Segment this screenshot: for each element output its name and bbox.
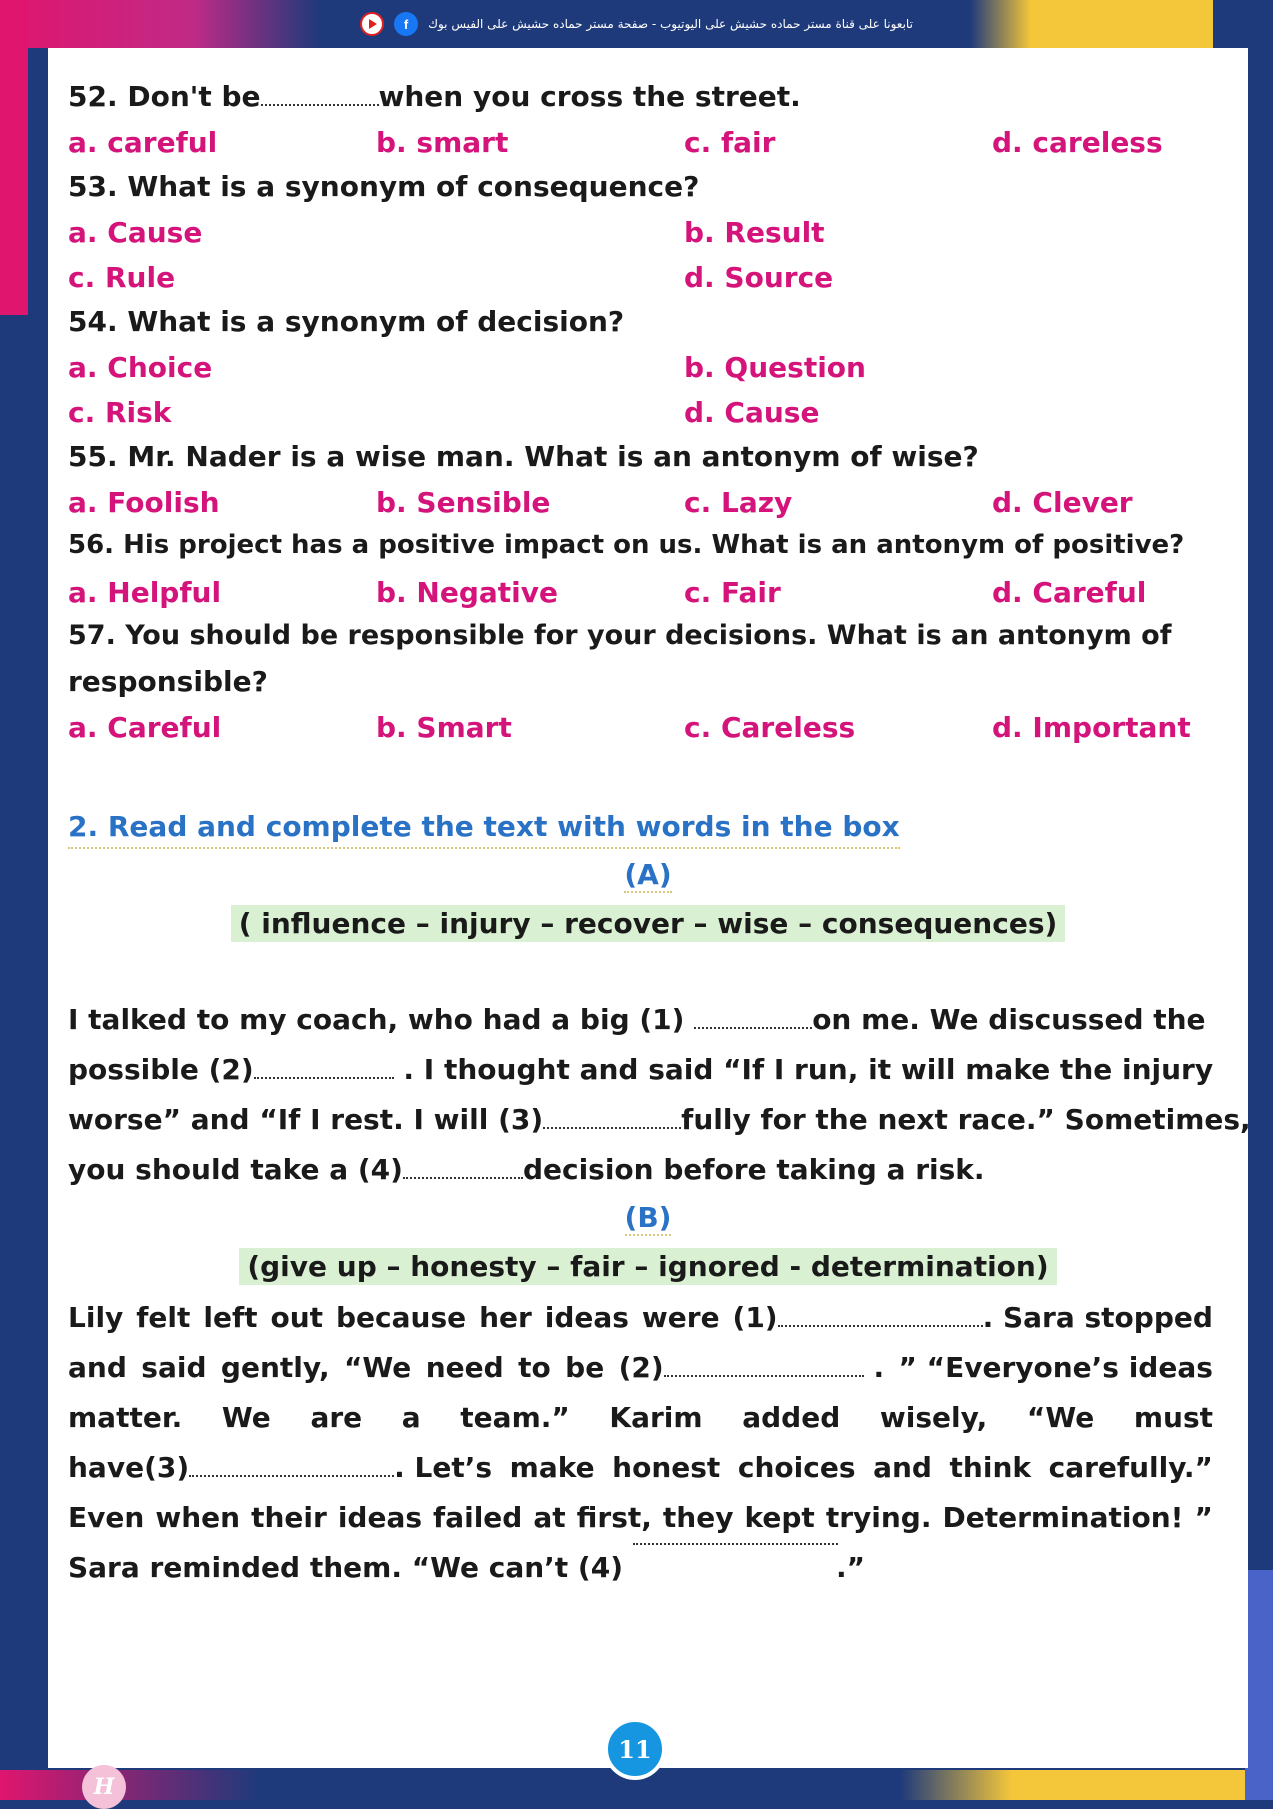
word: their xyxy=(251,1501,327,1534)
part-a-label xyxy=(48,858,1248,891)
option-b[interactable]: b. Negative xyxy=(376,576,559,609)
word: ideas xyxy=(337,1501,423,1534)
part-a-label-text: (A) xyxy=(624,858,672,891)
answer-blank-3 xyxy=(543,1127,681,1129)
part-b-label xyxy=(48,1201,1248,1234)
word-box-a xyxy=(48,905,1248,942)
option-a[interactable]: a. Careful xyxy=(68,711,222,744)
option-b[interactable]: b. Question xyxy=(684,351,866,384)
word: . Let’s xyxy=(394,1451,493,1484)
option-b[interactable]: b. Smart xyxy=(376,711,512,744)
option-d[interactable]: d. Careful xyxy=(992,576,1147,609)
question-stem-start: 52. Don't be xyxy=(68,80,261,113)
answer-blank-3 xyxy=(189,1475,394,1477)
word: (1) xyxy=(732,1301,778,1334)
word: trying. xyxy=(825,1501,932,1534)
word: out xyxy=(270,1301,324,1334)
text-segment: worse” and “If I rest. I will (3) xyxy=(68,1103,544,1136)
word: honest xyxy=(612,1451,721,1484)
option-b[interactable]: b. Sensible xyxy=(376,486,551,519)
option-a[interactable]: a. Foolish xyxy=(68,486,220,519)
word: Determination! xyxy=(942,1501,1184,1534)
answer-blank-4 xyxy=(633,1543,838,1545)
word-group xyxy=(619,1343,884,1393)
section-title: 2. Read and complete the text with words in the box xyxy=(68,810,900,849)
answer-blank-2 xyxy=(254,1077,394,1079)
paragraph-a xyxy=(68,995,1251,1195)
word: felt xyxy=(136,1301,191,1334)
paragraph-line xyxy=(68,1543,1213,1593)
word: a xyxy=(401,1401,421,1434)
question-55: 55. Mr. Nader is a wise man. What is an antonym of wise? xyxy=(68,440,979,473)
word: team.” xyxy=(460,1401,570,1434)
word: to xyxy=(518,1351,551,1384)
option-d[interactable]: d. Source xyxy=(684,261,834,294)
youtube-icon[interactable] xyxy=(360,12,384,36)
text-run xyxy=(68,1045,1213,1095)
word: were xyxy=(641,1301,720,1334)
frame-decoration-blue-right xyxy=(1245,1570,1273,1800)
word: ” “Everyone’s ideas xyxy=(898,1351,1213,1384)
option-d[interactable]: d. Cause xyxy=(684,396,820,429)
word: first, xyxy=(576,1501,652,1534)
worksheet-page xyxy=(48,48,1251,1800)
question-56: 56. His project has a positive impact on us. What is an antonym of positive? xyxy=(68,530,1185,560)
word: and xyxy=(68,1351,127,1384)
word: at xyxy=(533,1501,566,1534)
word: must xyxy=(1133,1401,1213,1434)
answer-blank-1 xyxy=(694,1027,812,1029)
answer-blank-2 xyxy=(664,1375,864,1377)
word: We xyxy=(221,1401,271,1434)
facebook-icon[interactable]: f xyxy=(394,12,418,36)
option-c[interactable]: c. Risk xyxy=(68,396,172,429)
header-text: تابعونا على قناة مستر حماده حشيش على اليوتيوب - صفحة مستر حماده حشيش على الفيس بوك xyxy=(428,17,913,31)
option-c[interactable]: c. Careless xyxy=(684,711,856,744)
answer-blank-1 xyxy=(778,1325,983,1327)
word: because xyxy=(335,1301,467,1334)
word: are xyxy=(310,1401,363,1434)
word: Karim xyxy=(609,1401,703,1434)
word: . Sara stopped xyxy=(982,1301,1213,1334)
option-a[interactable]: a. Cause xyxy=(68,216,203,249)
word: have(3) xyxy=(68,1451,190,1484)
text-segment: possible (2) xyxy=(68,1053,254,1086)
word: be xyxy=(565,1351,605,1384)
word: (2) xyxy=(618,1351,664,1384)
option-b[interactable]: b. Result xyxy=(684,216,825,249)
option-b[interactable]: b. smart xyxy=(376,126,509,159)
option-c[interactable]: c. Lazy xyxy=(684,486,793,519)
question-54: 54. What is a synonym of decision? xyxy=(68,305,625,338)
paragraph-line xyxy=(68,995,1213,1045)
option-d[interactable]: d. careless xyxy=(992,126,1163,159)
word: make xyxy=(509,1451,595,1484)
word: carefully.” xyxy=(1048,1451,1213,1484)
part-b-label-text: (B) xyxy=(624,1201,672,1234)
answer-blank-4 xyxy=(403,1177,523,1179)
word: said xyxy=(141,1351,207,1384)
text-segment: Sara reminded them. “We can’t (4) xyxy=(68,1551,624,1584)
word: Even xyxy=(68,1501,145,1534)
word-box-a-text: ( influence – injury – recover – wise – consequences) xyxy=(231,905,1066,942)
frame-decoration-yellow-bottom xyxy=(900,1770,1273,1800)
punctuation: . xyxy=(863,1351,885,1384)
option-a[interactable]: a. careful xyxy=(68,126,218,159)
paragraph-line xyxy=(68,1393,1213,1443)
paragraph-b xyxy=(68,1293,1213,1593)
word: wisely, xyxy=(879,1401,988,1434)
text-run xyxy=(68,995,1206,1045)
question-53: 53. What is a synonym of consequence? xyxy=(68,170,700,203)
frame-decoration-pink-bottom xyxy=(0,1770,260,1800)
text-segment: I talked to my coach, who had a big (1) xyxy=(68,1003,685,1036)
publisher-logo: H xyxy=(82,1765,126,1809)
text-segment: you should take a (4) xyxy=(68,1153,403,1186)
word: gently, xyxy=(220,1351,330,1384)
option-c[interactable]: c. fair xyxy=(684,126,776,159)
text-segment: decision before taking a risk. xyxy=(522,1153,985,1186)
text-run xyxy=(68,1145,985,1195)
option-d[interactable]: d. Important xyxy=(992,711,1191,744)
question-57-line-1: 57. You should be responsible for your decisions. What is an antonym of xyxy=(68,620,1172,651)
paragraph-line xyxy=(68,1045,1213,1095)
page-number: 11 xyxy=(604,1718,666,1780)
paragraph-line xyxy=(68,1095,1251,1145)
option-c[interactable]: c. Fair xyxy=(684,576,781,609)
word: left xyxy=(203,1301,258,1334)
text-segment: . I thought and said “If I run, it will make the injury xyxy=(403,1053,1214,1086)
paragraph-line xyxy=(68,1293,1213,1343)
option-a[interactable]: a. Helpful xyxy=(68,576,222,609)
word: added xyxy=(742,1401,841,1434)
word: need xyxy=(425,1351,504,1384)
word-group xyxy=(68,1443,492,1493)
word: matter. xyxy=(68,1401,183,1434)
word: failed xyxy=(433,1501,523,1534)
word: they xyxy=(662,1501,734,1534)
word: “We xyxy=(1026,1401,1095,1434)
word: “We xyxy=(344,1351,412,1384)
word-group xyxy=(733,1293,1213,1343)
word: Lily xyxy=(68,1301,124,1334)
paragraph-line xyxy=(68,1343,1213,1393)
paragraph-line xyxy=(68,1493,1213,1543)
word-box-b-text: (give up – honesty – fair – ignored - determination) xyxy=(239,1248,1056,1285)
header-bar xyxy=(0,0,1273,48)
answer-blank xyxy=(261,104,379,106)
word: choices xyxy=(737,1451,856,1484)
word-box-b xyxy=(48,1248,1248,1285)
paragraph-line xyxy=(68,1145,1213,1195)
question-stem-end: when you cross the street. xyxy=(378,80,801,113)
question-52 xyxy=(68,80,801,113)
question-57-line-2: responsible? xyxy=(68,665,268,698)
word: when xyxy=(155,1501,241,1534)
word: and xyxy=(873,1451,932,1484)
word: think xyxy=(949,1451,1032,1484)
paragraph-line xyxy=(68,1443,1213,1493)
option-c[interactable]: c. Rule xyxy=(68,261,176,294)
word: her xyxy=(479,1301,532,1334)
text-segment: .” xyxy=(836,1551,866,1584)
text-run xyxy=(68,1095,1251,1145)
word: ” xyxy=(1194,1501,1213,1534)
option-a[interactable]: a. Choice xyxy=(68,351,213,384)
word: kept xyxy=(744,1501,815,1534)
text-segment: fully for the next race.” Sometimes, xyxy=(681,1103,1251,1136)
word: ideas xyxy=(544,1301,629,1334)
option-d[interactable]: d. Clever xyxy=(992,486,1133,519)
text-segment: on me. We discussed the xyxy=(812,1003,1206,1036)
